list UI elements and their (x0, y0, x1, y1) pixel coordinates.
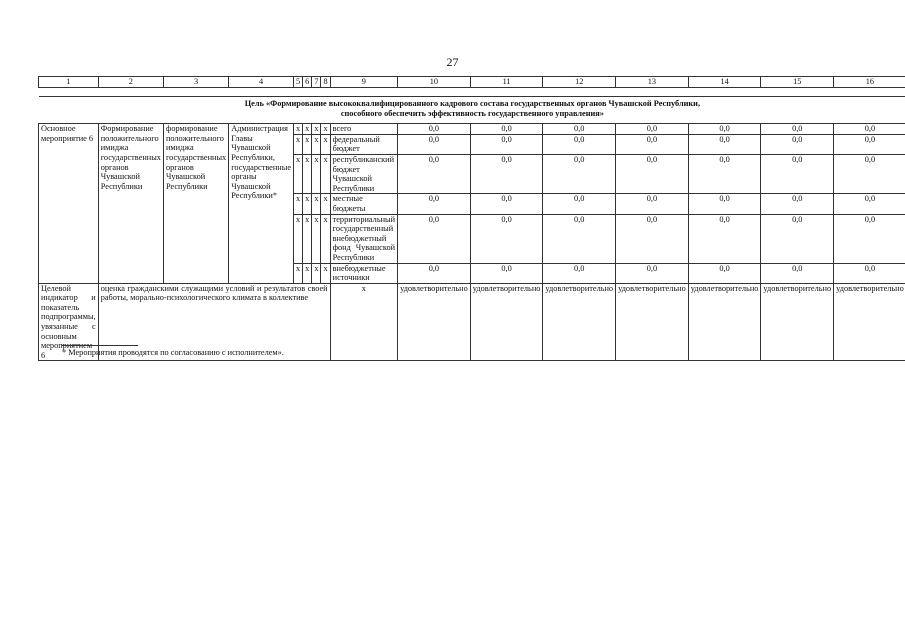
x-mark: x (294, 194, 303, 214)
value-cell: 0,0 (688, 134, 761, 154)
table-row (39, 124, 905, 135)
column-number: 11 (470, 77, 543, 88)
value-cell: 0,0 (761, 154, 834, 193)
indicator-value: удовлетворительно (470, 283, 543, 361)
column-number: 3 (163, 77, 228, 88)
column-number: 1 (39, 77, 99, 88)
measure-executor: Администрация Главы Чувашской Республики, государственные органы Чувашской Республики* (229, 124, 294, 284)
funding-source: республиканский бюджет Чувашской Республики (330, 154, 397, 193)
measure-description: формирование положительного имиджа государственных органов Чувашской Республики (163, 124, 228, 284)
program-table (38, 76, 905, 361)
funding-source: федеральный бюджет (330, 134, 397, 154)
value-cell: 0,0 (688, 214, 761, 263)
value-cell: 0,0 (616, 194, 689, 214)
indicator-value: удовлетворительно (398, 283, 471, 361)
x-mark: x (312, 154, 321, 193)
column-number: 13 (616, 77, 689, 88)
value-cell: 0,0 (470, 214, 543, 263)
x-mark: x (303, 263, 312, 283)
value-cell: 0,0 (761, 134, 834, 154)
x-mark: x (312, 194, 321, 214)
column-number: 7 (312, 77, 321, 88)
value-cell: 0,0 (834, 124, 905, 135)
value-cell: 0,0 (688, 154, 761, 193)
value-cell: 0,0 (834, 154, 905, 193)
value-cell: 0,0 (688, 194, 761, 214)
value-cell: 0,0 (616, 124, 689, 135)
indicator-value: удовлетворительно (616, 283, 689, 361)
value-cell: 0,0 (761, 194, 834, 214)
value-cell: 0,0 (398, 124, 471, 135)
indicator-label: Целевой индикатор и показатель подпрограммы, увязанные с основным мероприятием 6 (39, 283, 99, 361)
x-mark: x (303, 214, 312, 263)
value-cell: 0,0 (470, 263, 543, 283)
x-mark: x (321, 194, 330, 214)
funding-source: территориальный государственный внебюджетный фонд Чувашской Республики (330, 214, 397, 263)
value-cell: 0,0 (761, 263, 834, 283)
x-mark: x (321, 134, 330, 154)
column-number: 10 (398, 77, 471, 88)
column-number: 16 (834, 77, 905, 88)
value-cell: 0,0 (543, 214, 616, 263)
value-cell: 0,0 (543, 124, 616, 135)
value-cell: 0,0 (470, 134, 543, 154)
goal-row (39, 97, 905, 124)
value-cell: 0,0 (834, 194, 905, 214)
footnote-separator (62, 345, 138, 346)
page-number: 27 (446, 55, 459, 69)
x-mark: x (294, 214, 303, 263)
column-number: 5 (294, 77, 303, 88)
value-cell: 0,0 (543, 154, 616, 193)
x-mark: x (321, 263, 330, 283)
x-mark: x (303, 194, 312, 214)
goal-line-1: Цель «Формирование высококвалифицированного кадрового состава государственных органов Чувашской Республики, (244, 99, 701, 108)
value-cell: 0,0 (761, 124, 834, 135)
value-cell: 0,0 (834, 263, 905, 283)
value-cell: 0,0 (616, 214, 689, 263)
column-number-row (39, 77, 905, 88)
column-number: 4 (229, 77, 294, 88)
x-mark: x (321, 124, 330, 135)
goal-line-2: способного обеспечить эффективность государственного управления» (340, 108, 604, 118)
column-number: 14 (688, 77, 761, 88)
indicator-value: удовлетворительно (543, 283, 616, 361)
value-cell: 0,0 (834, 134, 905, 154)
x-mark: x (303, 154, 312, 193)
x-mark: x (294, 154, 303, 193)
value-cell: 0,0 (398, 214, 471, 263)
value-cell: 0,0 (543, 194, 616, 214)
x-mark: x (294, 134, 303, 154)
value-cell: 0,0 (543, 263, 616, 283)
x-mark: x (321, 214, 330, 263)
x-mark: x (303, 134, 312, 154)
column-number: 8 (321, 77, 330, 88)
value-cell: 0,0 (543, 134, 616, 154)
x-mark: x (312, 124, 321, 135)
value-cell: 0,0 (398, 134, 471, 154)
value-cell: 0,0 (398, 154, 471, 193)
value-cell: 0,0 (834, 214, 905, 263)
value-cell: 0,0 (616, 154, 689, 193)
value-cell: 0,0 (470, 194, 543, 214)
column-number: 15 (761, 77, 834, 88)
indicator-value: удовлетворительно (688, 283, 761, 361)
x-mark: x (312, 214, 321, 263)
value-cell: 0,0 (470, 154, 543, 193)
column-number: 9 (330, 77, 397, 88)
value-cell: 0,0 (761, 214, 834, 263)
value-cell: 0,0 (616, 263, 689, 283)
column-number: 2 (98, 77, 163, 88)
value-cell: 0,0 (470, 124, 543, 135)
x-mark: x (321, 154, 330, 193)
indicator-text: оценка гражданскими служащими условий и результатов своей работы, морально-психологического климата в коллективе (98, 283, 330, 361)
measure-name: Формирование положительного имиджа государственных органов Чувашской Республики (98, 124, 163, 284)
indicator-value: удовлетворительно (834, 283, 905, 361)
x-mark: x (312, 263, 321, 283)
value-cell: 0,0 (688, 124, 761, 135)
footnote: * Мероприятия проводятся по согласованию с исполнителем». (62, 348, 284, 357)
funding-source: всего (330, 124, 397, 135)
x-mark: x (294, 124, 303, 135)
column-number: 12 (543, 77, 616, 88)
value-cell: 0,0 (398, 194, 471, 214)
column-number: 6 (303, 77, 312, 88)
funding-source: внебюджетные источники (330, 263, 397, 283)
value-cell: 0,0 (616, 134, 689, 154)
x-mark: x (294, 263, 303, 283)
measure-type: Основное мероприятие 6 (39, 124, 99, 284)
funding-source: местные бюджеты (330, 194, 397, 214)
indicator-value: удовлетворительно (761, 283, 834, 361)
value-cell: 0,0 (688, 263, 761, 283)
value-cell: 0,0 (398, 263, 471, 283)
x-mark: x (303, 124, 312, 135)
x-mark: x (312, 134, 321, 154)
x-mark: x (330, 283, 397, 361)
